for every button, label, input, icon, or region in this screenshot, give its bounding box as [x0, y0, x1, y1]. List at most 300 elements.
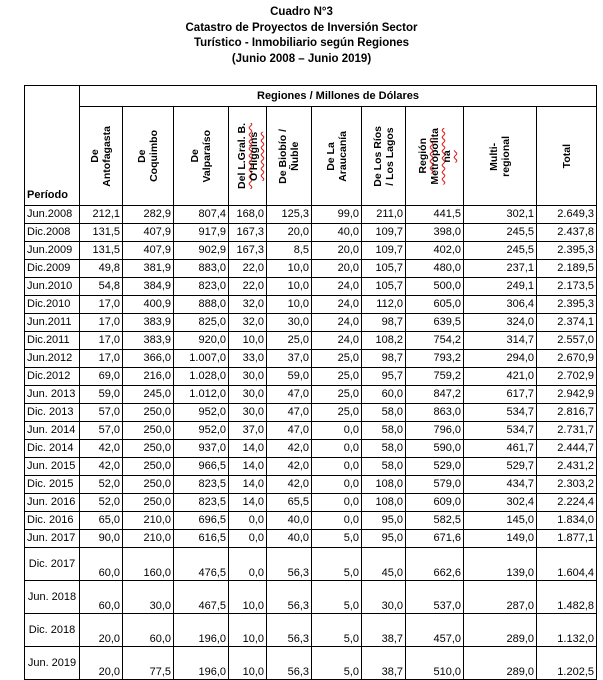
- value-cell: 212,1: [80, 206, 123, 224]
- column-header-line: regional: [500, 135, 512, 177]
- value-cell: 60,0: [362, 386, 406, 404]
- value-cell: 366,0: [123, 350, 174, 368]
- value-cell: 98,7: [362, 350, 406, 368]
- value-cell: 314,7: [464, 332, 537, 350]
- period-cell: Jun. 2015: [25, 458, 80, 476]
- value-cell: 40,0: [267, 530, 312, 548]
- column-header-label: [488, 136, 512, 177]
- value-cell: 47,0: [267, 404, 312, 422]
- table-row: [25, 242, 597, 260]
- table-row: [25, 206, 597, 224]
- period-cell: Jun. 2013: [25, 386, 80, 404]
- value-cell: 2.942,9: [537, 386, 597, 404]
- value-cell: 2.224,4: [537, 494, 597, 512]
- period-cell: Jun.2010: [25, 278, 80, 296]
- table-row: [25, 314, 597, 332]
- value-cell: 49,8: [80, 260, 123, 278]
- period-cell: Dic.2010: [25, 296, 80, 314]
- value-cell: 529,7: [464, 458, 537, 476]
- column-header-line: Región: [416, 138, 429, 174]
- column-header-line: Multi-: [488, 142, 500, 170]
- column-header-label: [236, 123, 260, 189]
- value-cell: 617,7: [464, 386, 537, 404]
- value-cell: 60,0: [80, 548, 123, 581]
- value-cell: 590,0: [406, 440, 464, 458]
- value-cell: 467,5: [174, 581, 229, 614]
- column-header: [174, 107, 229, 206]
- value-cell: 25,0: [312, 350, 362, 368]
- value-cell: 56,3: [267, 647, 312, 680]
- column-header: [362, 107, 406, 206]
- value-cell: 2.374,1: [537, 314, 597, 332]
- value-cell: 384,9: [123, 278, 174, 296]
- value-cell: 98,7: [362, 314, 406, 332]
- value-cell: 381,9: [123, 260, 174, 278]
- value-cell: 37,0: [229, 422, 267, 440]
- value-cell: 2.431,2: [537, 458, 597, 476]
- value-cell: 24,0: [312, 278, 362, 296]
- period-cell: Dic. 2016: [25, 512, 80, 530]
- period-cell: Jun. 2019: [25, 647, 80, 680]
- value-cell: 14,0: [229, 458, 267, 476]
- value-cell: 14,0: [229, 476, 267, 494]
- value-cell: 302,1: [464, 206, 537, 224]
- column-header: [229, 107, 267, 206]
- value-cell: 0,0: [312, 440, 362, 458]
- value-cell: 105,7: [362, 278, 406, 296]
- table-row: [25, 278, 597, 296]
- value-cell: 289,0: [464, 647, 537, 680]
- value-cell: 579,0: [406, 476, 464, 494]
- value-cell: 168,0: [229, 206, 267, 224]
- value-cell: 69,0: [80, 368, 123, 386]
- value-cell: 109,7: [362, 224, 406, 242]
- value-cell: 250,0: [123, 494, 174, 512]
- value-cell: 17,0: [80, 314, 123, 332]
- value-cell: 825,0: [174, 314, 229, 332]
- value-cell: 52,0: [80, 494, 123, 512]
- value-cell: 42,0: [267, 440, 312, 458]
- value-cell: 24,0: [312, 296, 362, 314]
- column-header-label: [372, 126, 396, 187]
- value-cell: 796,0: [406, 422, 464, 440]
- value-cell: 480,0: [406, 260, 464, 278]
- period-cell: Dic. 2017: [25, 548, 80, 581]
- column-header-label: [136, 130, 160, 182]
- value-cell: 52,0: [80, 476, 123, 494]
- table-row: [25, 422, 597, 440]
- value-cell: 108,0: [362, 476, 406, 494]
- value-cell: 58,0: [362, 422, 406, 440]
- period-cell: Dic. 2014: [25, 440, 80, 458]
- period-cell: Dic. 2018: [25, 614, 80, 647]
- value-cell: 56,3: [267, 548, 312, 581]
- value-cell: 109,7: [362, 242, 406, 260]
- value-cell: 30,0: [267, 314, 312, 332]
- value-cell: 696,5: [174, 512, 229, 530]
- period-cell: Dic.2012: [25, 368, 80, 386]
- value-cell: 407,9: [123, 242, 174, 260]
- value-cell: 20,0: [80, 614, 123, 647]
- value-cell: 952,0: [174, 404, 229, 422]
- value-cell: 289,0: [464, 614, 537, 647]
- region-column-headers: [25, 107, 597, 206]
- column-header-label: [417, 128, 453, 185]
- value-cell: 0,0: [229, 530, 267, 548]
- value-cell: 500,0: [406, 278, 464, 296]
- value-cell: 5,0: [312, 530, 362, 548]
- value-cell: 10,0: [229, 332, 267, 350]
- value-cell: 90,0: [80, 530, 123, 548]
- table-row: [25, 350, 597, 368]
- value-cell: 754,2: [406, 332, 464, 350]
- table-row: [25, 296, 597, 314]
- table-body: [25, 206, 597, 680]
- value-cell: 883,0: [174, 260, 229, 278]
- column-header-line: Araucanía: [336, 130, 349, 182]
- column-header-line: De: [136, 149, 148, 163]
- value-cell: 57,0: [80, 404, 123, 422]
- value-cell: 10,0: [267, 296, 312, 314]
- value-cell: 20,0: [312, 242, 362, 260]
- value-cell: 57,0: [80, 422, 123, 440]
- column-header-label: [189, 130, 213, 183]
- value-cell: 210,0: [123, 530, 174, 548]
- value-cell: 457,0: [406, 614, 464, 647]
- value-cell: 59,0: [80, 386, 123, 404]
- value-cell: 639,5: [406, 314, 464, 332]
- value-cell: 823,5: [174, 494, 229, 512]
- value-cell: 210,0: [123, 512, 174, 530]
- document-title-block: [0, 5, 603, 67]
- value-cell: 0,0: [229, 548, 267, 581]
- value-cell: 306,4: [464, 296, 537, 314]
- value-cell: 245,5: [464, 224, 537, 242]
- value-cell: 400,9: [123, 296, 174, 314]
- value-cell: 245,5: [464, 242, 537, 260]
- value-cell: 823,0: [174, 278, 229, 296]
- column-header-label: [561, 144, 573, 168]
- column-header: [80, 107, 123, 206]
- value-cell: 58,0: [362, 458, 406, 476]
- table-row: [25, 476, 597, 494]
- period-cell: Dic.2009: [25, 260, 80, 278]
- value-cell: 1.202,5: [537, 647, 597, 680]
- value-cell: 17,0: [80, 350, 123, 368]
- value-cell: 30,0: [229, 404, 267, 422]
- value-cell: 42,0: [80, 458, 123, 476]
- table-row: [25, 512, 597, 530]
- value-cell: 38,7: [362, 614, 406, 647]
- value-cell: 952,0: [174, 422, 229, 440]
- value-cell: 888,0: [174, 296, 229, 314]
- column-header: [537, 107, 597, 206]
- value-cell: 2.557,0: [537, 332, 597, 350]
- column-header-line: Del L.Gral. B.: [235, 123, 248, 189]
- value-cell: 383,9: [123, 314, 174, 332]
- column-header-line: na: [440, 149, 453, 163]
- column-header-line: O'Higgins: [247, 131, 260, 181]
- value-cell: 10,0: [229, 647, 267, 680]
- value-cell: 20,0: [80, 647, 123, 680]
- period-cell: Jun. 2014: [25, 422, 80, 440]
- value-cell: 95,7: [362, 368, 406, 386]
- value-cell: 461,7: [464, 440, 537, 458]
- period-cell: Jun.2008: [25, 206, 80, 224]
- column-header-label: [277, 129, 301, 184]
- table-row: [25, 614, 597, 647]
- period-cell: Dic. 2013: [25, 404, 80, 422]
- table-row: [25, 494, 597, 512]
- value-cell: 250,0: [123, 422, 174, 440]
- value-cell: 534,7: [464, 422, 537, 440]
- value-cell: 17,0: [80, 296, 123, 314]
- value-cell: 42,0: [267, 458, 312, 476]
- value-cell: 33,0: [229, 350, 267, 368]
- value-cell: 131,5: [80, 242, 123, 260]
- value-cell: 0,0: [312, 458, 362, 476]
- value-cell: 25,0: [312, 404, 362, 422]
- value-cell: 0,0: [229, 512, 267, 530]
- value-cell: 1.834,0: [537, 512, 597, 530]
- title-line-2: Turístico - Inmobiliario según Regiones: [193, 37, 410, 49]
- value-cell: 47,0: [267, 422, 312, 440]
- value-cell: 605,0: [406, 296, 464, 314]
- value-cell: 937,0: [174, 440, 229, 458]
- value-cell: 38,7: [362, 647, 406, 680]
- value-cell: 56,3: [267, 614, 312, 647]
- value-cell: 10,0: [267, 278, 312, 296]
- period-cell: Jun. 2016: [25, 494, 80, 512]
- table-row: [25, 647, 597, 680]
- value-cell: 5,0: [312, 581, 362, 614]
- title-line-1: Catastro de Proyectos de Inversión Sector: [185, 21, 418, 34]
- value-cell: 105,7: [362, 260, 406, 278]
- value-cell: 2.395,3: [537, 296, 597, 314]
- value-cell: 609,0: [406, 494, 464, 512]
- value-cell: 58,0: [362, 440, 406, 458]
- value-cell: 99,0: [312, 206, 362, 224]
- value-cell: 2.173,5: [537, 278, 597, 296]
- value-cell: 2.303,2: [537, 476, 597, 494]
- value-cell: 108,2: [362, 332, 406, 350]
- column-header-line: / Los Lagos: [383, 126, 396, 186]
- table-row: [25, 458, 597, 476]
- value-cell: 20,0: [312, 260, 362, 278]
- value-cell: 282,9: [123, 206, 174, 224]
- table-row: [25, 386, 597, 404]
- value-cell: 25,0: [267, 332, 312, 350]
- period-cell: Dic.2008: [25, 224, 80, 242]
- value-cell: 131,5: [80, 224, 123, 242]
- value-cell: 95,0: [362, 530, 406, 548]
- value-cell: 1.604,4: [537, 548, 597, 581]
- value-cell: 216,0: [123, 368, 174, 386]
- period-column-header: Período: [25, 86, 80, 206]
- value-cell: 759,2: [406, 368, 464, 386]
- table-row: [25, 440, 597, 458]
- value-cell: 40,0: [312, 224, 362, 242]
- value-cell: 167,3: [229, 224, 267, 242]
- value-cell: 966,5: [174, 458, 229, 476]
- investment-projects-table: [24, 85, 597, 680]
- value-cell: 302,4: [464, 494, 537, 512]
- value-cell: 145,0: [464, 512, 537, 530]
- value-cell: 14,0: [229, 440, 267, 458]
- value-cell: 671,6: [406, 530, 464, 548]
- value-cell: 167,3: [229, 242, 267, 260]
- value-cell: 112,0: [362, 296, 406, 314]
- value-cell: 160,0: [123, 548, 174, 581]
- column-header-line: Valparaíso: [201, 129, 213, 183]
- value-cell: 0,0: [312, 494, 362, 512]
- value-cell: 402,0: [406, 242, 464, 260]
- value-cell: 250,0: [123, 476, 174, 494]
- table-row: [25, 224, 597, 242]
- column-header: [267, 107, 312, 206]
- table-row: [25, 332, 597, 350]
- value-cell: 0,0: [312, 422, 362, 440]
- column-header-line: De: [189, 149, 201, 163]
- value-cell: 32,0: [229, 314, 267, 332]
- value-cell: 60,0: [80, 581, 123, 614]
- value-cell: 537,0: [406, 581, 464, 614]
- value-cell: 8,5: [267, 242, 312, 260]
- column-header-label: [89, 126, 113, 187]
- table-row: [25, 581, 597, 614]
- period-cell: Jun.2012: [25, 350, 80, 368]
- value-cell: 77,5: [123, 647, 174, 680]
- value-cell: 917,9: [174, 224, 229, 242]
- value-cell: 30,0: [362, 581, 406, 614]
- column-header-label: [325, 131, 349, 182]
- value-cell: 2.437,8: [537, 224, 597, 242]
- value-cell: 17,0: [80, 332, 123, 350]
- period-cell: Dic. 2015: [25, 476, 80, 494]
- regions-group-header: Regiones / Millones de Dólares: [80, 86, 597, 107]
- value-cell: 407,9: [123, 224, 174, 242]
- column-header: [406, 107, 464, 206]
- value-cell: 287,0: [464, 581, 537, 614]
- value-cell: 139,0: [464, 548, 537, 581]
- value-cell: 0,0: [312, 512, 362, 530]
- value-cell: 60,0: [123, 614, 174, 647]
- value-cell: 37,0: [267, 350, 312, 368]
- value-cell: 20,0: [267, 224, 312, 242]
- value-cell: 920,0: [174, 332, 229, 350]
- value-cell: 616,5: [174, 530, 229, 548]
- value-cell: 125,3: [267, 206, 312, 224]
- value-cell: 250,0: [123, 404, 174, 422]
- value-cell: 383,9: [123, 332, 174, 350]
- value-cell: 47,0: [267, 386, 312, 404]
- value-cell: 10,0: [267, 260, 312, 278]
- value-cell: 237,1: [464, 260, 537, 278]
- column-header-line: Ñuble: [289, 141, 301, 171]
- column-header: [123, 107, 174, 206]
- value-cell: 40,0: [267, 512, 312, 530]
- value-cell: 54,8: [80, 278, 123, 296]
- value-cell: 196,0: [174, 614, 229, 647]
- period-cell: Jun.2009: [25, 242, 80, 260]
- table-number-title: Cuadro N°3: [270, 6, 333, 18]
- value-cell: 294,0: [464, 350, 537, 368]
- value-cell: 863,0: [406, 404, 464, 422]
- table-row: [25, 530, 597, 548]
- table-row: [25, 260, 597, 278]
- value-cell: 2.649,3: [537, 206, 597, 224]
- value-cell: 14,0: [229, 494, 267, 512]
- value-cell: 2.189,5: [537, 260, 597, 278]
- value-cell: 534,7: [464, 404, 537, 422]
- value-cell: 793,2: [406, 350, 464, 368]
- value-cell: 95,0: [362, 512, 406, 530]
- column-header-line: Metropolita: [428, 127, 441, 185]
- value-cell: 249,1: [464, 278, 537, 296]
- value-cell: 25,0: [312, 368, 362, 386]
- value-cell: 56,3: [267, 581, 312, 614]
- column-header-line: Antofagasta: [101, 125, 113, 187]
- value-cell: 807,4: [174, 206, 229, 224]
- value-cell: 823,5: [174, 476, 229, 494]
- value-cell: 902,9: [174, 242, 229, 260]
- value-cell: 22,0: [229, 260, 267, 278]
- value-cell: 24,0: [312, 332, 362, 350]
- value-cell: 65,0: [80, 512, 123, 530]
- column-header-line: De Biobío /: [277, 128, 289, 184]
- table-row: [25, 404, 597, 422]
- column-header-line: De: [89, 149, 101, 163]
- period-cell: Jun. 2018: [25, 581, 80, 614]
- table-row: [25, 548, 597, 581]
- value-cell: 149,0: [464, 530, 537, 548]
- value-cell: 476,5: [174, 548, 229, 581]
- value-cell: 32,0: [229, 296, 267, 314]
- value-cell: 529,0: [406, 458, 464, 476]
- value-cell: 847,2: [406, 386, 464, 404]
- value-cell: 250,0: [123, 440, 174, 458]
- value-cell: 22,0: [229, 278, 267, 296]
- value-cell: 42,0: [267, 476, 312, 494]
- column-header-line: De Los Ríos: [371, 125, 384, 187]
- column-header-line: Total: [560, 143, 573, 169]
- value-cell: 324,0: [464, 314, 537, 332]
- value-cell: 5,0: [312, 647, 362, 680]
- value-cell: 42,0: [80, 440, 123, 458]
- table-row: [25, 368, 597, 386]
- value-cell: 30,0: [229, 368, 267, 386]
- value-cell: 2.731,7: [537, 422, 597, 440]
- value-cell: 25,0: [312, 386, 362, 404]
- value-cell: 2.816,7: [537, 404, 597, 422]
- value-cell: 510,0: [406, 647, 464, 680]
- value-cell: 1.877,1: [537, 530, 597, 548]
- value-cell: 1.012,0: [174, 386, 229, 404]
- value-cell: 1.007,0: [174, 350, 229, 368]
- value-cell: 250,0: [123, 458, 174, 476]
- value-cell: 398,0: [406, 224, 464, 242]
- period-cell: Jun.2011: [25, 314, 80, 332]
- value-cell: 1.482,8: [537, 581, 597, 614]
- value-cell: 0,0: [312, 476, 362, 494]
- value-cell: 10,0: [229, 614, 267, 647]
- value-cell: 58,0: [362, 404, 406, 422]
- value-cell: 5,0: [312, 614, 362, 647]
- value-cell: 45,0: [362, 548, 406, 581]
- column-header-line: Coquimbo: [148, 130, 160, 182]
- value-cell: 2.702,9: [537, 368, 597, 386]
- value-cell: 30,0: [123, 581, 174, 614]
